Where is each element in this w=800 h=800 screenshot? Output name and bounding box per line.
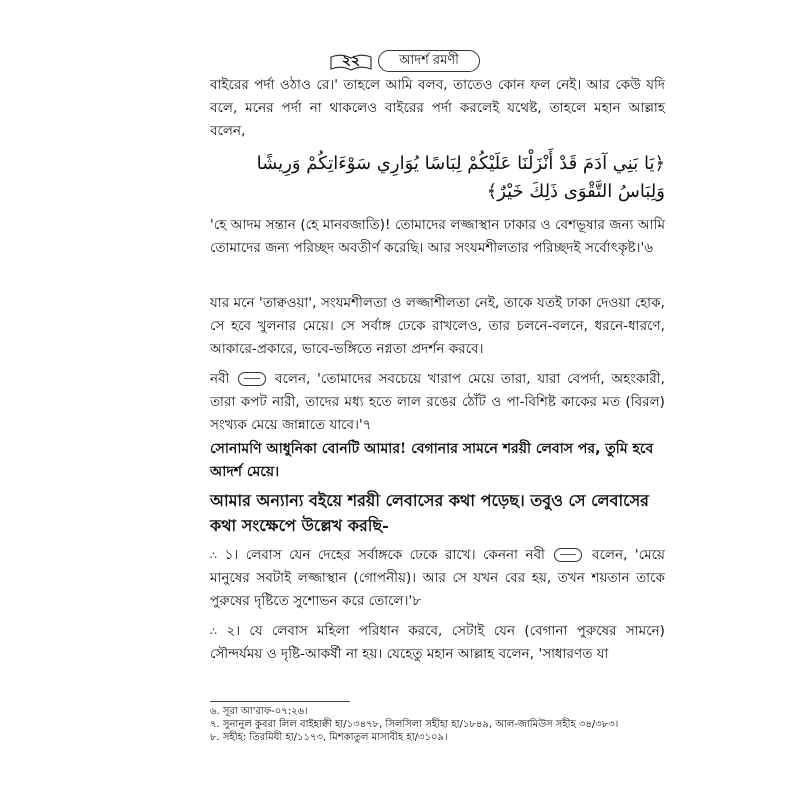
paragraph — [210, 74, 665, 143]
paragraph-text-rest: বলেন, 'তোমাদের সবচেয়ে খারাপ মেয়ে তারা, যারা বেপর্দা, অহংকারী, তারা কপট নারী, তাদের মধ্য হতে লাল রঙের ঠোঁট ও পা-বিশিষ্ট কাকের মত (বিরল) সংখ্যক মেয়ে জান্নাতে যাবে।'৭ — [210, 372, 666, 433]
section-heading: আমার অন্যান্য বইয়ে শরয়ী লেবাসের কথা পড়েছ। তবুও সে লেবাসের কথা সংক্ষেপে উল্লেখ করছি- — [210, 491, 649, 535]
list-item — [210, 620, 665, 666]
bullet-icon: ∴ — [210, 549, 218, 562]
callout-text: বেগানার সামনে শরয়ী লেবাস পর, তুমি হবে আদর্শ মেয়ে। — [210, 441, 654, 480]
paragraph-text: বাইরের পর্দা ওঠাও রে।' তাহলে আমি বলব, তাতেও কোন ফল নেই। আর কেউ যদি বলে, মনের পর্দা না থাকলেও বাইরের পর্দা করলেই যথেষ্ট, তাহলে মহান আল্লাহ বলেন, — [210, 78, 665, 139]
running-title: আদর্শ রমণী — [378, 50, 480, 72]
list-item-text — [210, 620, 665, 666]
quran-verse: ﴿يَا بَنِي آدَمَ قَدْ أَنْزَلْنَا عَلَيْكُمْ لِبَاسًا يُوَارِي سَوْءَاتِكُمْ وَرِيشًا وَلِبَاسُ التَّقْوَى ذَلِكَ خَيْرٌ﴾ — [256, 153, 665, 202]
footnote: ৬. সূরা আ'রাফ-০৭:২৬। — [210, 706, 308, 717]
list-item — [210, 544, 665, 613]
footnote: ৭. সুনানুল কুবরা লিল বাইহাক্বী হা/১৩৪৭৮, সিলসিলা সহীহা হা/১৮৪৯, আল-জামিউস সহীহ ৩৪/৩৮৩। — [210, 719, 619, 730]
salutation-icon — [554, 548, 582, 562]
salutation-icon — [238, 372, 266, 386]
callout-highlight: সোনামণি আধুনিকা বোনটি আমার! — [210, 441, 407, 457]
footnotes — [210, 705, 670, 744]
bullet-icon: ∴ — [210, 625, 218, 638]
verse-translation: 'হে আদম সন্তান (হে মানবজাতি)! তোমাদের লজ্জাস্থান ঢাকার ও বেশভূষার জন্য আমি তোমাদের জন্য পরিচ্ছদ অবতীর্ণ করেছি। আর সংযমশীলতার পরিচ্ছদই সর্বোৎকৃষ্ট।'৬ — [210, 218, 665, 256]
footnote: ৮. সহীহ: তিরমিযী হা/১১৭৩, মিশকাতুল মাসাবীহ হা/৩১০৯। — [210, 732, 448, 743]
callout-heading — [210, 438, 665, 484]
paragraph-text: যার মনে 'তাক্বওয়া', সংযমশীলতা ও লজ্জাশীলতা নেই, তাকে যতই ঢাকা দেওয়া হোক, সে হবে খুলনার মেয়ে। সে সর্বাঙ্গ ঢেকে রাখলেও, তার চলনে-বলনে, ধরনে-ধারণে, আকারে-প্রকারে, ভাবে-ভঙ্গিতে নগ্নতা প্রদর্শন করবে। — [210, 296, 665, 357]
list-item-text-rest: বলেন, 'মেয়ে মানুষের সবটাই লজ্জাস্থান (গোপনীয়)। আর সে যখন বের হয়, তখন শয়তান তাকে পুরুষের দৃষ্টিতে সুশোভন করে তোলে।'৮ — [210, 548, 666, 609]
paragraph — [210, 368, 665, 437]
list-item-text-body: ২। যে লেবাস মহিলা পরিধান করবে, সেটাই যেন (বেগানা পুরুষের সামনে) সৌন্দর্যময় ও দৃষ্টি-আকর্ষী না হয়। যেহেতু মহান আল্লাহ বলেন, 'সাধারণত যা — [210, 624, 665, 662]
paragraph — [210, 292, 665, 361]
hadith-paragraph — [210, 368, 665, 437]
page-header — [330, 50, 480, 72]
paragraph — [210, 214, 665, 260]
list-item-text — [210, 544, 665, 613]
page-number: ২২ — [341, 53, 361, 69]
list-item-text-start: ১। লেবাস যেন দেহের সর্বাঙ্গকে ঢেকে রাখে। কেননা নবী — [224, 548, 545, 563]
footnote-divider — [210, 701, 350, 702]
paragraph-text-start: নবী — [210, 372, 230, 387]
